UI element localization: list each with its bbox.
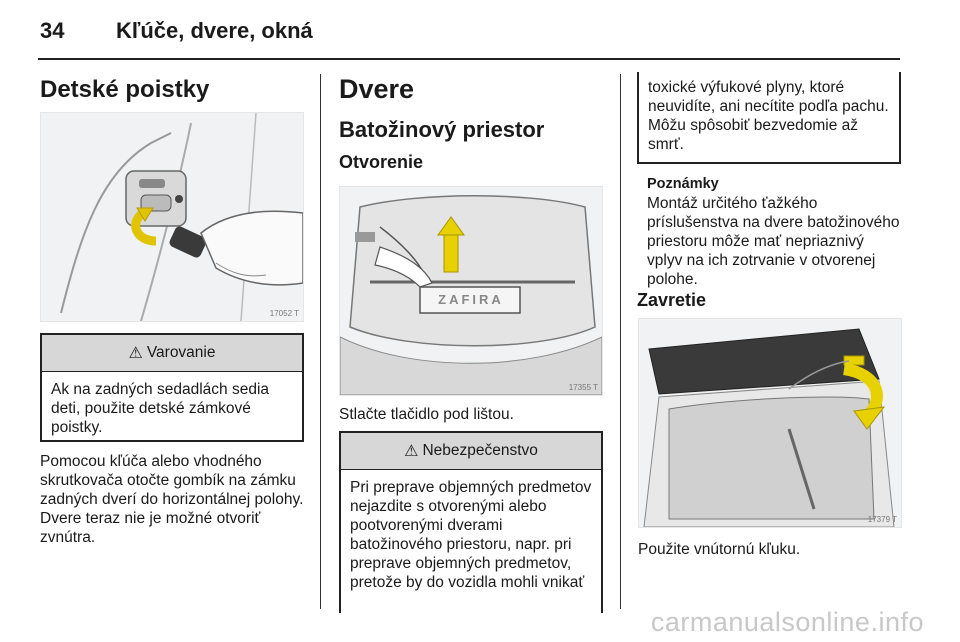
header-rule — [38, 58, 900, 60]
danger-text: Pri preprave objemných predmetov nejazdite s otvorenými alebo pootvorenými dverami batožinového priestoru, napr. pri preprave objemných predmetov, pretože by do vozidla mohli vnikať — [350, 479, 592, 591]
figure-code: 17052 T — [269, 309, 299, 318]
warning-box — [40, 333, 304, 442]
danger-box — [339, 431, 603, 613]
warning-title: Varovanie — [146, 344, 216, 361]
warning-text: Ak na zadných sedadlách sedia deti, použite detské zámkové poistky. — [51, 381, 270, 436]
trunk-heading: Batožinový priestor — [339, 117, 545, 142]
danger-continued-text: toxické výfukové plyny, ktoré neuvidíte, ani necítite podľa pachu. Môžu spôsobiť bezvedomie až smrť. — [648, 79, 889, 153]
figure-code: 17355 T — [568, 383, 598, 392]
watermark: carmanualsonline.info — [650, 607, 924, 637]
child-lock-illustration — [40, 112, 304, 322]
figure-code: 17379 T — [867, 515, 897, 524]
tailgate-closing-illustration — [638, 318, 902, 528]
closing-instruction: Použite vnútornú kľuku. — [638, 541, 801, 558]
child-lock-drawing — [41, 113, 303, 321]
doors-heading: Dvere — [339, 74, 415, 104]
danger-title: Nebezpečenstvo — [422, 442, 538, 459]
warning-triangle-icon: ⚠ — [128, 345, 143, 362]
tailgate-opening-illustration — [339, 186, 603, 396]
tailgate-opening-drawing — [340, 187, 602, 395]
column-divider-1 — [320, 74, 321, 609]
closing-heading: Zavretie — [637, 290, 707, 310]
note-title: Poznámky — [647, 176, 719, 192]
danger-box-continued — [637, 72, 901, 164]
tailgate-closing-drawing — [639, 319, 901, 527]
child-lock-heading: Detské poistky — [40, 76, 210, 103]
warning-triangle-icon: ⚠ — [404, 443, 419, 460]
page-number: 34 — [40, 18, 65, 43]
danger-box-header — [341, 433, 601, 470]
column-divider-2 — [620, 74, 621, 609]
opening-instruction: Stlačte tlačidlo pod lištou. — [339, 406, 514, 423]
chapter-title: Kľúče, dvere, okná — [116, 18, 313, 43]
note-text: Montáž určitého ťažkého príslušenstva na dvere batožinového priestoru môže mať nepriaznivý vplyv na ich zotrvanie v otvorenej polohe. — [647, 195, 900, 288]
warning-box-header — [42, 335, 302, 372]
license-plate-text: ZAFIRA — [438, 292, 504, 307]
child-lock-paragraph: Pomocou kľúča alebo vhodného skrutkovača otočte gombík na zámku zadných dverí do horizontálnej polohy. Dvere teraz nie je možné otvoriť zvnútra. — [40, 453, 304, 546]
opening-heading: Otvorenie — [339, 152, 424, 172]
